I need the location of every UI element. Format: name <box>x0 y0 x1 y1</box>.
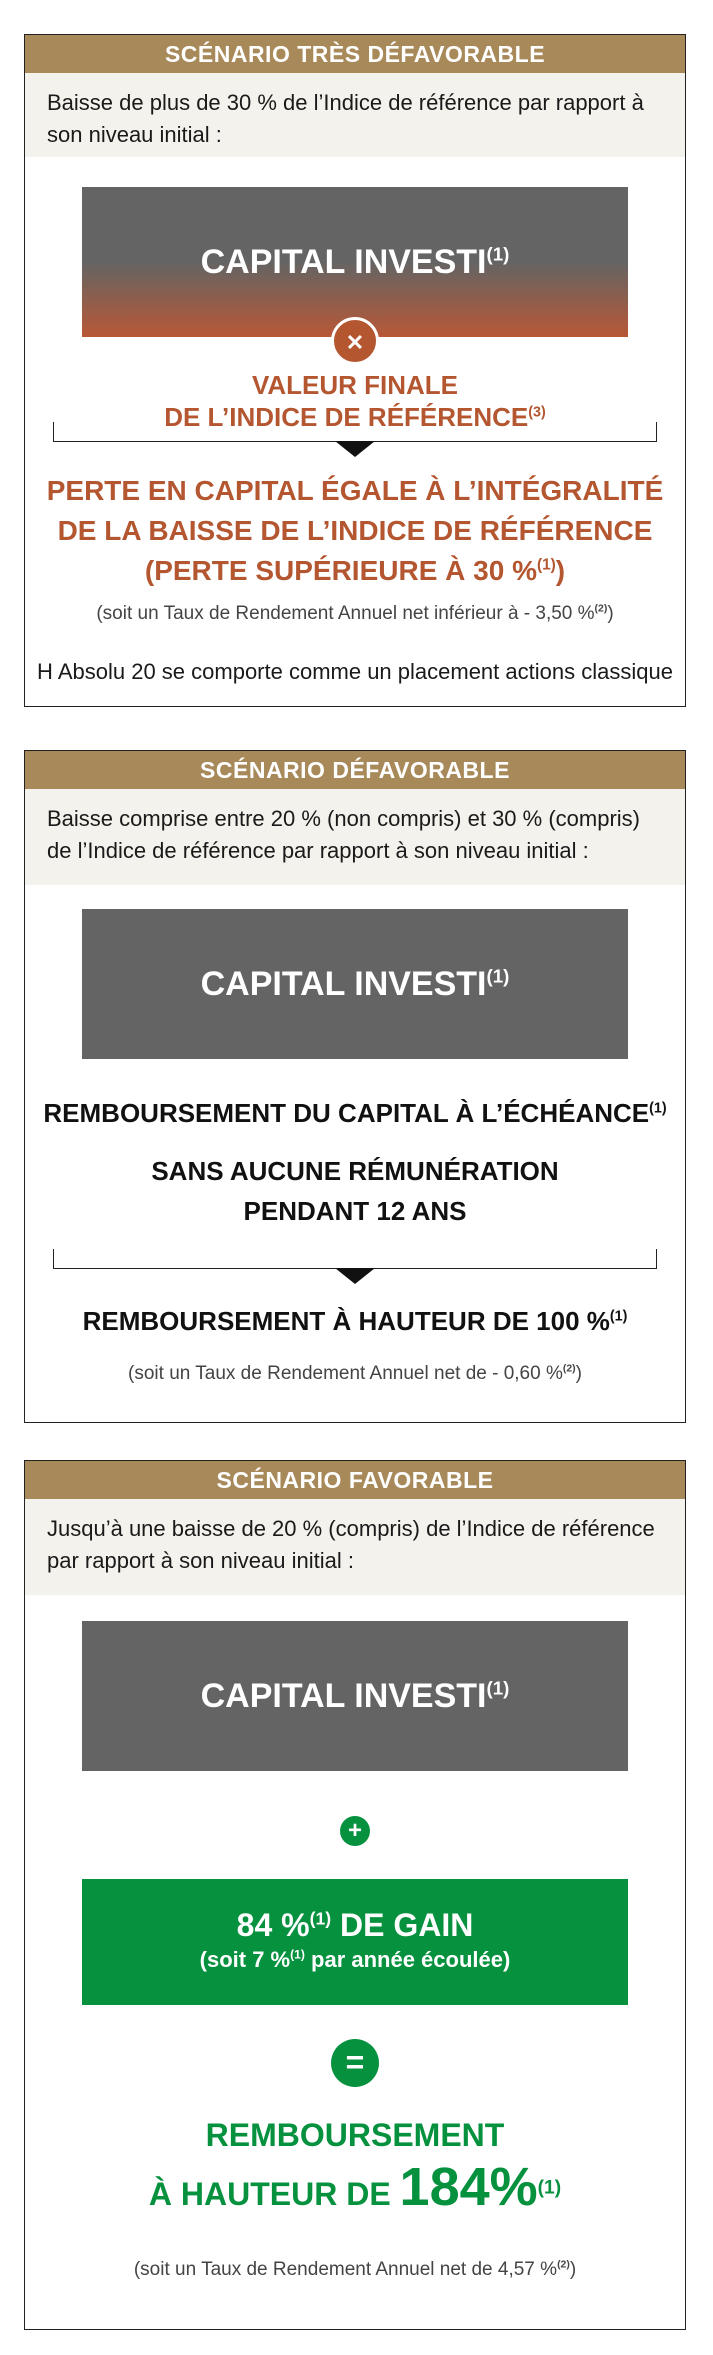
remboursement-capital-text: REMBOURSEMENT DU CAPITAL À L’ÉCHÉANCE$^{(1)}$ <box>43 1098 667 1128</box>
footnote: (1) <box>486 1677 510 1699</box>
capital-label: CAPITAL INVESTI <box>200 1677 487 1715</box>
result-text: REMBOURSEMENT À HAUTEUR DE 184%$^{(1)}$ <box>148 2117 562 2217</box>
rate-note: (soit un Taux de Rendement Annuel net de 4,57 %$^{(2)}$) <box>133 2259 577 2280</box>
card-description: Baisse de plus de 30 % de l’Indice de référence par rapport à son niveau initial : <box>25 73 685 157</box>
rate-note: (soit un Taux de Rendement Annuel net de - 0,60 %$^{(2)}$) <box>128 1363 582 1384</box>
sans-remuneration-text: SANS AUCUNE RÉMUNÉRATION PENDANT 12 ANS <box>151 1156 559 1226</box>
gain-box <box>82 1879 628 2005</box>
gain-main: 84 %$^{(1)}$ DE GAIN <box>236 1907 474 1943</box>
down-arrow-icon <box>335 1268 375 1284</box>
valeur-finale-label: VALEUR FINALE DE L’INDICE DE RÉFÉRENCE$^{(3)}$ <box>164 370 546 432</box>
result-text: REMBOURSEMENT À HAUTEUR DE 100 %$^{(1)}$ <box>82 1306 628 1336</box>
scenario-favorable-card <box>24 1460 686 2330</box>
footnote: (1) <box>486 965 510 987</box>
gain-sub: (soit 7 %$^{(1)}$ par année écoulée) <box>199 1947 511 1972</box>
conclusion-text: H Absolu 20 se comporte comme un placement actions classique <box>37 659 673 684</box>
card-header: SCÉNARIO DÉFAVORABLE <box>25 751 685 789</box>
bracket-divider <box>53 422 657 442</box>
equals-icon: = <box>331 2039 379 2087</box>
plus-icon: + <box>340 1816 370 1846</box>
card-description: Baisse comprise entre 20 % (non compris) et 30 % (compris) de l’Indice de référence par rapport à son niveau initial : <box>25 789 685 885</box>
footnote: (1) <box>486 243 510 265</box>
capital-label: CAPITAL INVESTI <box>200 243 487 281</box>
capital-investi-box <box>82 187 628 337</box>
down-arrow-icon <box>335 441 375 457</box>
scenario-defavorable-card <box>24 750 686 1423</box>
card-header: SCÉNARIO FAVORABLE <box>25 1461 685 1499</box>
bracket-divider <box>53 1249 657 1269</box>
card-header: SCÉNARIO TRÈS DÉFAVORABLE <box>25 35 685 73</box>
card-description: Jusqu’à une baisse de 20 % (compris) de l’Indice de référence par rapport à son niveau initial : <box>25 1499 685 1595</box>
capital-investi-box <box>82 1621 628 1771</box>
rate-note: (soit un Taux de Rendement Annuel net inférieur à - 3,50 %$^{(2)}$) <box>96 603 614 624</box>
capital-investi-box <box>82 909 628 1059</box>
result-big-value: 184% <box>399 2157 538 2217</box>
scenario-tres-defavorable-card <box>24 34 686 707</box>
result-text: PERTE EN CAPITAL ÉGALE À L’INTÉGRALITÉ DE LA BAISSE DE L’INDICE DE RÉFÉRENCE (PERTE SUPÉRIEURE À 30 %$^{(1)}$) <box>46 475 664 586</box>
capital-label: CAPITAL INVESTI <box>200 965 487 1003</box>
times-icon: ✕ <box>331 317 379 365</box>
